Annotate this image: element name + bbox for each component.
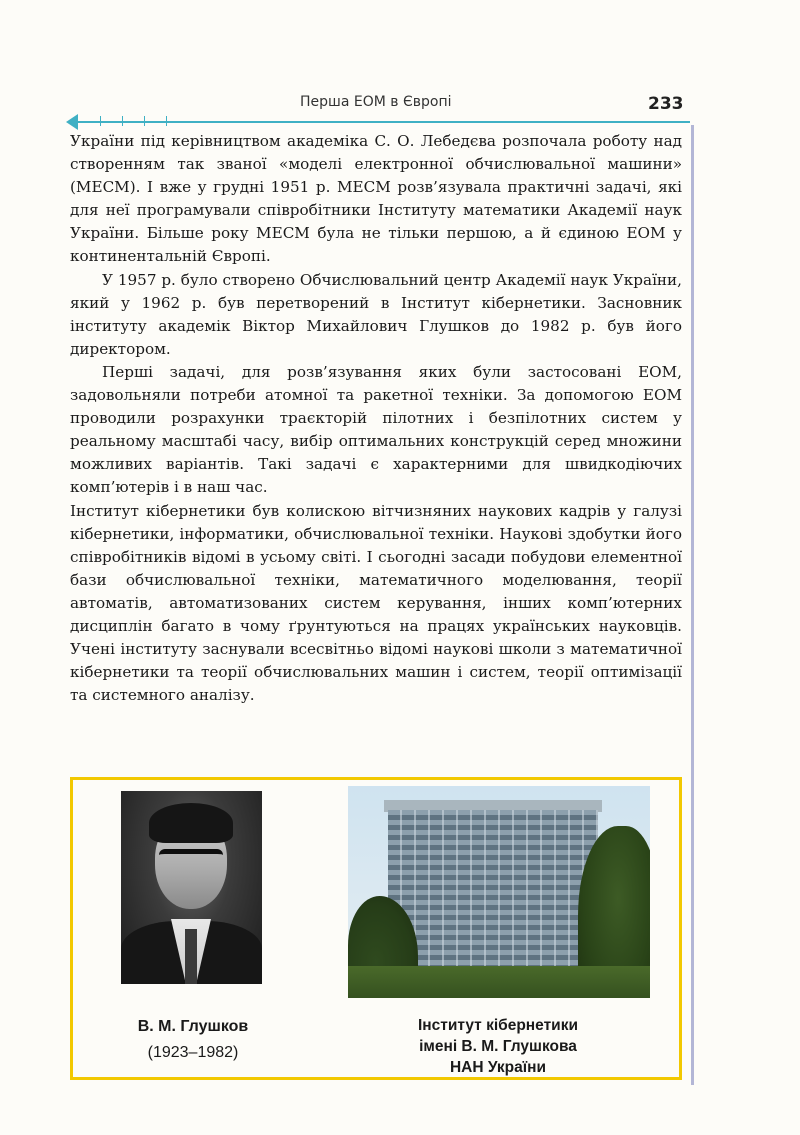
portrait-tie [185,929,197,984]
building-caption-line: імені В. М. Глушкова [419,1038,577,1055]
paragraph: У 1957 р. було створено Обчислювальний центр Академії наук України, який у 1962 р. був перетворений в Інститут кібернетики. Засновник інституту академік Віктор Михайлович Глушков до 1982 р. був його директором. [70,270,682,358]
figure-box [70,777,682,1080]
portrait-caption-name: В. М. Глушков [137,1018,249,1035]
header-rule [70,121,690,123]
building-caption-line: НАН України [449,1059,547,1076]
paragraph: Інститут кібернетики був колискою вітчизняних наукових кадрів у галузі кібернетики, інформатики, обчислювальної техніки. Наукові здобутки його співробітників відомі в усьому світі. І сьогодні засади побудови елементної бази обчислювальної техніки, математичного моделювання, теорії автоматів, автоматизованих систем керування, інших комп’ютерних дисциплін багато в чому ґрунтуються на працях українських науковців. Учені інституту заснували всесвітньо відомі наукові школи з математичної кібернетики та теорії обчислювальних машин і систем, теорії оптимізації та системного аналізу. [70,501,682,705]
paragraph: Перші задачі, для розв’язування яких були застосовані ЕОМ, задовольняли потреби атомної та ракетної техніки. За допомогою ЕОМ проводили розрахунки траєкторій пілотних і безпілотних систем у реальному масштабі часу, вибір оптимальних конструкцій серед множини можливих варіантів. Такі задачі є характерними для швидкодіючих комп’ютерів і в наш час. [70,362,682,497]
building-caption-line: Інститут кібернетики [417,1017,578,1034]
bushes [348,966,650,998]
paragraph: України під керівництвом академіка С. О. Лебедєва розпочала роботу над створенням так званої «моделі електронної обчислювальної машини» (МЕСМ). І вже у грудні 1951 р. МЕСМ розв’язувала практичні задачі, які для неї програмували співробітники Інституту математики Академії наук України. Більше року МЕСМ була не тільки першою, а й єдиною ЕОМ у континентальній Європі. [70,132,682,266]
body-text [70,130,682,707]
page-number: 233 [648,94,684,114]
building-windows [388,810,598,990]
running-header-title: Перша ЕОМ в Європі [300,94,452,110]
portrait-caption-years: (1923–1982) [147,1044,239,1061]
margin-rule [691,125,694,1085]
building-photo [348,786,650,998]
portrait-photo [121,791,262,984]
building-caption [373,1015,623,1078]
portrait-glasses [159,849,223,870]
portrait-hair [149,803,233,843]
